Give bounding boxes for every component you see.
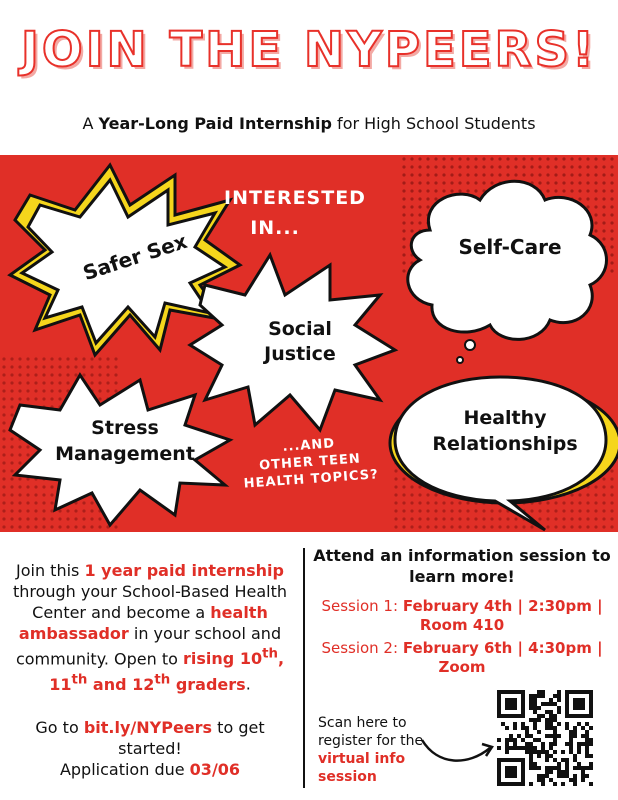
column-divider <box>303 548 305 788</box>
topic-self-care: Self-Care <box>458 235 562 259</box>
internship-description <box>10 560 290 780</box>
topic-safer-sex: Safer Sex <box>79 228 191 286</box>
info-session-heading: Attend an information session to learn more! <box>313 546 611 586</box>
topic-stress-management: Stress Management <box>55 417 195 465</box>
application-due: Application due 03/06 <box>59 759 241 779</box>
qr-code-icon[interactable] <box>497 690 593 786</box>
interested-label: INTERESTED <box>224 187 366 209</box>
arrow-icon <box>418 728 498 768</box>
info-session-section <box>312 545 612 677</box>
other-topics-label: ...AND OTHER TEEN HEALTH TOPICS? <box>243 436 380 492</box>
session-2: Session 2: February 6th | 4:30pm | Zoom <box>321 639 603 676</box>
go-to-line: Go to bit.ly/NYPeers to get started! <box>35 717 265 758</box>
topics-panel <box>0 155 618 532</box>
signup-link[interactable]: bit.ly/NYPeers <box>83 717 213 737</box>
topic-healthy-relationships: Healthy Relationships <box>432 407 578 455</box>
topic-social-justice: Social Justice <box>264 318 336 365</box>
page-title: JOIN THE NYPEERS! <box>21 22 597 78</box>
scan-instruction: Scan here to register for the virtual info session <box>318 715 424 785</box>
qr-code-graphic <box>497 690 593 786</box>
in-label: IN... <box>250 217 300 239</box>
session-1: Session 1: February 4th | 2:30pm | Room 410 <box>321 597 603 634</box>
self-care-cloud <box>408 181 607 339</box>
description-paragraph: Join this 1 year paid internship through your School-Based Health Center and become a health ambassador in your school and community. Open to rising 10th, 11th and 12th graders. <box>12 561 288 694</box>
subtitle: A Year-Long Paid Internship for High School Students <box>82 114 536 133</box>
